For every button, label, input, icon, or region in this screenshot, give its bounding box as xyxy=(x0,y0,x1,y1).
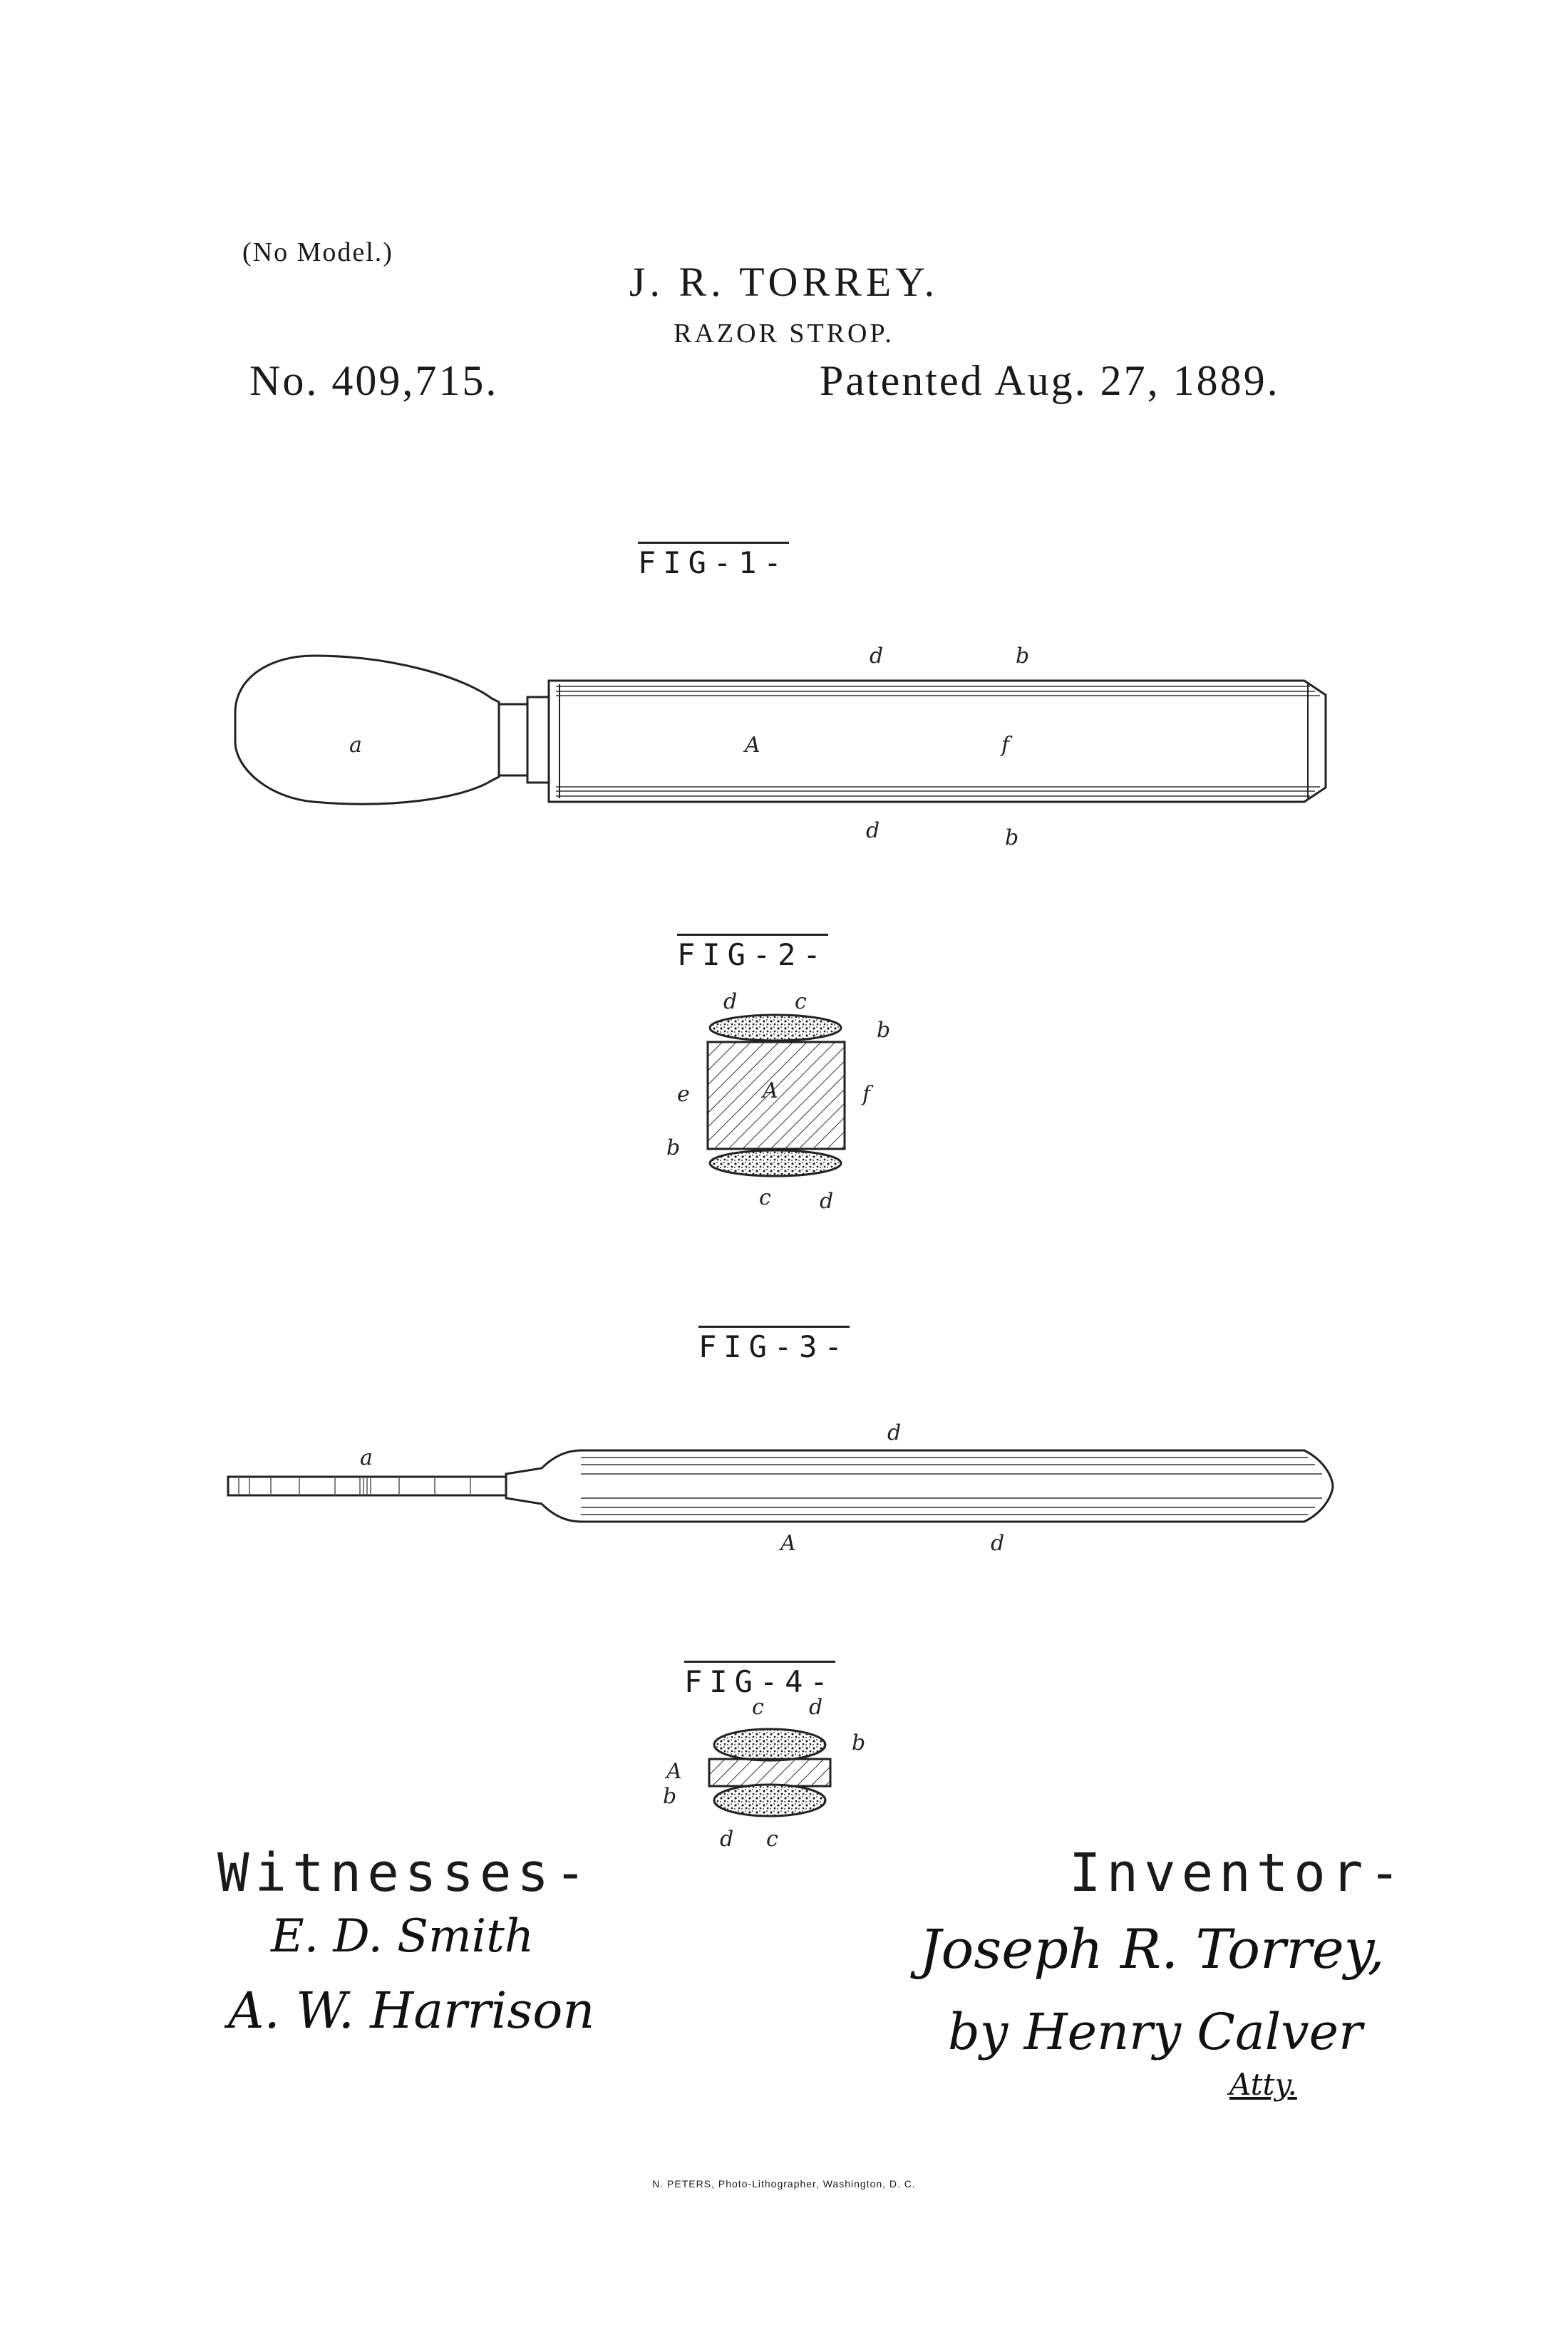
fig4-ref-c: c xyxy=(752,1695,764,1720)
fig1-ferrule xyxy=(499,704,527,775)
fig4-ref-c2: c xyxy=(766,1827,778,1852)
fig2-ref-c: c xyxy=(795,989,807,1014)
fig4-abrasive-top xyxy=(714,1729,825,1760)
fig4-ref-b2: b xyxy=(663,1784,677,1809)
fig1-ref-b-bottom: b xyxy=(1005,825,1019,850)
witnesses-label: Witnesses- xyxy=(217,1842,592,1904)
witness-1-signature: E. D. Smith xyxy=(271,1910,535,1963)
inventor-label: Inventor- xyxy=(1069,1842,1406,1904)
fig1-ref-d-top: d xyxy=(870,644,884,669)
fig1-ref-f: f xyxy=(1001,733,1010,758)
fig4-ref-d2: d xyxy=(720,1827,734,1852)
fig4-ref-A: A xyxy=(666,1759,682,1784)
fig2-ref-f: f xyxy=(862,1082,871,1107)
lithographer-credit: N. PETERS, Photo-Lithographer, Washington, D. C. xyxy=(652,2178,916,2189)
fig1-ref-d-bottom: d xyxy=(866,818,880,843)
fig3-label: FIG-3- xyxy=(698,1326,850,1364)
fig2-ref-c2: c xyxy=(759,1185,771,1210)
fig4-abrasive-bottom xyxy=(714,1785,825,1816)
fig3-ref-A: A xyxy=(780,1531,796,1556)
model-note: (No Model.) xyxy=(242,237,393,267)
fig3-body xyxy=(506,1450,1333,1522)
fig2-label: FIG-2- xyxy=(677,934,828,972)
fig3-drawing xyxy=(228,1420,1333,1556)
fig1-label: FIG-1- xyxy=(638,542,789,580)
fig2-ref-b2: b xyxy=(666,1135,681,1160)
fig1-handle xyxy=(235,656,499,804)
inventor-name-header: J. R. TORREY. xyxy=(629,259,939,305)
fig1-body xyxy=(549,681,1326,802)
fig4-ref-d: d xyxy=(809,1695,823,1720)
witness-2-signature: A. W. Harrison xyxy=(228,1981,595,2040)
fig2-drawing xyxy=(666,989,890,1214)
fig2-ref-e: e xyxy=(677,1082,690,1107)
attorney-suffix: Atty. xyxy=(1229,2067,1297,2102)
fig3-ref-a: a xyxy=(360,1445,373,1470)
fig2-abrasive-bottom xyxy=(710,1150,841,1176)
attorney-signature: by Henry Calver xyxy=(948,2003,1363,2061)
fig1-ref-b-top: b xyxy=(1016,644,1030,669)
fig4-drawing xyxy=(663,1695,865,1852)
patent-number: No. 409,715. xyxy=(249,357,499,404)
fig1-drawing xyxy=(235,644,1326,850)
fig4-label: FIG-4- xyxy=(684,1661,835,1699)
fig2-ref-A: A xyxy=(763,1078,778,1103)
fig4-core xyxy=(709,1759,830,1786)
patent-date: Patented Aug. 27, 1889. xyxy=(820,357,1280,404)
fig2-ref-b: b xyxy=(877,1018,891,1043)
invention-title: RAZOR STROP. xyxy=(674,319,894,349)
fig2-abrasive-top xyxy=(710,1015,841,1041)
fig4-ref-b: b xyxy=(852,1731,866,1755)
fig1-ref-a: a xyxy=(349,733,362,758)
fig1-collar xyxy=(527,697,549,783)
fig3-ref-d-top: d xyxy=(887,1420,902,1445)
fig1-ref-A: A xyxy=(745,733,760,758)
fig2-ref-d2: d xyxy=(820,1189,834,1214)
fig2-ref-d: d xyxy=(723,989,738,1014)
inventor-signature: Joseph R. Torrey, xyxy=(919,1917,1385,1981)
fig3-ref-d-bottom: d xyxy=(991,1531,1005,1556)
